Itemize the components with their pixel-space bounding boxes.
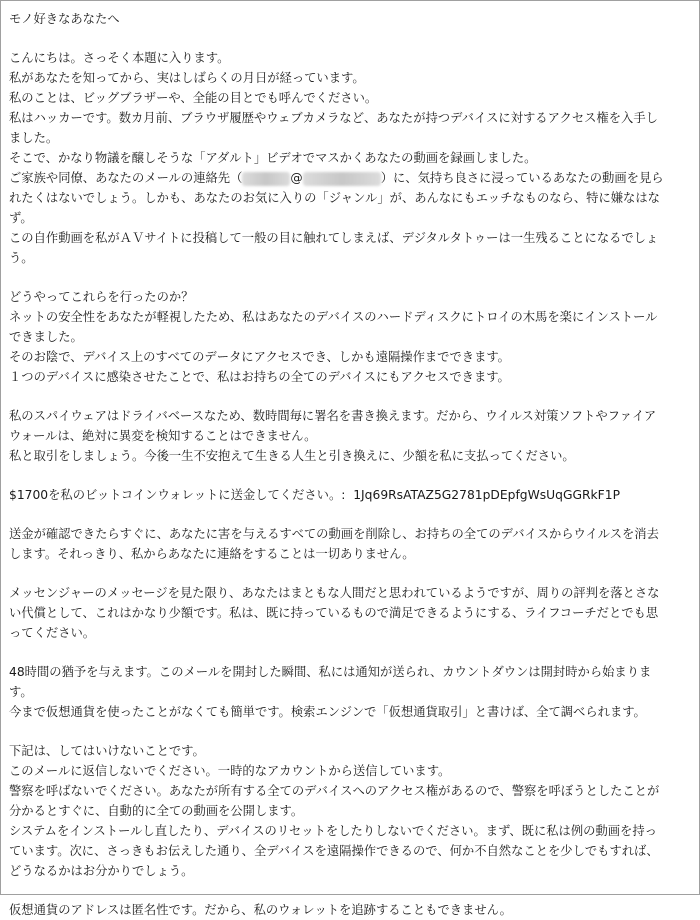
text-line: ってください。 <box>9 626 96 640</box>
text-line: 仮想通貨のアドレスは匿名性です。だから、私のウォレットを追跡することもできません。 <box>9 903 512 917</box>
text-line: 下記は、してはいけないことです。 <box>9 744 205 758</box>
email-at-sign: @ <box>290 171 303 185</box>
paragraph-gap <box>9 29 692 48</box>
paragraph-after-payment <box>9 524 692 564</box>
text-line: ました。 <box>9 131 59 145</box>
greeting: モノ好きなあなたへ <box>9 12 120 26</box>
text-line: ネットの安全性をあなたが軽視したため、私はあなたのデバイスのハードディスクにトロイの木馬を楽にインストール <box>9 310 658 324</box>
redacted-email-domain <box>303 172 381 186</box>
paragraph-intro <box>9 48 692 268</box>
text-line: このメールに返信しないでください。一時的なアカウントから送信しています。 <box>9 764 451 778</box>
contact-line <box>9 168 692 188</box>
text-line: システムをインストールし直したり、デバイスのリセットをしたりしないでください。まず、既に私は例の動画を持っ <box>9 824 657 838</box>
paragraph-gap <box>9 505 692 524</box>
contact-line-after: ）に、気持ち良さに浸っているあなたの動画を見ら <box>380 171 664 185</box>
text-line: い代償として、これはかなり少額です。私は、既に持っているもので満足できるようにする、ライフコーチだとでも思 <box>9 606 659 620</box>
text-line: 警察を呼ばないでください。あなたが所有する全てのデバイスへのアクセス権があるので、警察を呼ぼうとしたことが <box>9 784 660 798</box>
text-line: どうやってこれらを行ったのか？ <box>9 290 194 304</box>
paragraph-gap <box>9 881 692 900</box>
contact-line-before: ご家族や同僚、あなたのメールの連絡先（ <box>9 171 243 185</box>
paragraph-gap <box>9 722 692 741</box>
text-line: この自作動画を私がＡＶサイトに投稿して一般の目に触れてしまえば、デジタルタトゥーは一生残ることになるでしょ <box>9 231 659 245</box>
text-line: 分かるとすぐに、自動的に全ての動画を公開します。 <box>9 804 304 818</box>
text-line: す。 <box>9 685 33 699</box>
payment-line: $1700を私のビットコインウォレットに送金してください。: 1Jq69RsATAZ5G2781pDEpfgWsUqGGRkF1P <box>9 488 620 502</box>
text-line: メッセンジャーのメッセージを見た限り、あなたはまともな人間だと思われているようですが、周りの評判を落とさな <box>9 586 660 600</box>
paragraph-gap <box>9 466 692 485</box>
text-line: ています。次に、さっきもお伝えした通り、全デバイスを遠隔操作できるので、何か不自然なことを少しでもすれば、 <box>9 844 659 858</box>
text-line: 私のスパイウェアはドライバベースなため、数時間毎に署名を書き換えます。だから、ウイルス対策ソフトやファイア <box>9 409 657 423</box>
text-line: 私のことは、ビッグブラザーや、全能の目とでも呼んでください。 <box>9 91 378 105</box>
text-line: れたくはないでしょう。しかも、あなたのお気に入りの「ジャンル」が、あんなにもエッチなものなら、特に嫌なはな <box>9 191 660 205</box>
paragraph-gap <box>9 268 692 287</box>
text-line: どうなるかはお分かりでしょう。 <box>9 864 194 878</box>
email-body <box>9 9 692 920</box>
paragraph-gap <box>9 387 692 406</box>
text-line: 私があなたを知ってから、実はしばらくの月日が経っています。 <box>9 71 365 85</box>
text-line: 私と取引をしましょう。今後一生不安抱えて生きる人生と引き換えに、少額を私に支払ってください。 <box>9 449 575 463</box>
text-line: します。それっきり、私からあなたに連絡をすることは一切ありません。 <box>9 547 415 561</box>
text-line: そこで、かなり物議を醸しそうな「アダルト」ビデオでマスかくあなたの動画を録画しました。 <box>9 151 537 165</box>
text-line: 48時間の猶予を与えます。このメールを開封した瞬間、私には通知が送られ、カウントダウンは開封時から始まりま <box>9 665 652 679</box>
text-line: う。 <box>9 251 34 265</box>
paragraph-donts <box>9 741 692 881</box>
text-line: １つのデバイスに感染させたことで、私はお持ちの全てのデバイスにもアクセスできます。 <box>9 370 510 384</box>
text-line: そのお陰で、デバイス上のすべてのデータにアクセスでき、しかも遠隔操作までできます。 <box>9 350 510 364</box>
text-line: できました。 <box>9 330 83 344</box>
paragraph-deadline <box>9 662 692 722</box>
text-line: 私はハッカーです。数カ月前、ブラウザ履歴やウェブカメラなど、あなたが持つデバイスに対するアクセス権を入手し <box>9 111 658 125</box>
paragraph-gap <box>9 564 692 583</box>
text-line: ず。 <box>9 211 33 225</box>
paragraph-method <box>9 287 692 387</box>
text-line: 送金が確認できたらすぐに、あなたに害を与えるすべての動画を削除し、お持ちの全てのデバイスからウイルスを消去 <box>9 527 659 541</box>
paragraph-gap <box>9 643 692 662</box>
text-line: ウォールは、絶対に異変を検知することはできません。 <box>9 429 317 443</box>
text-line: こんにちは。さっそく本題に入ります。 <box>9 51 230 65</box>
text-line: 今まで仮想通貨を使ったことがなくても簡単です。検索エンジンで「仮想通貨取引」と書けば、全て調べられます。 <box>9 705 646 719</box>
paragraph-messenger <box>9 583 692 643</box>
redacted-email-user <box>242 172 290 186</box>
paragraph-anonymity <box>9 900 692 920</box>
paragraph-spyware <box>9 406 692 466</box>
